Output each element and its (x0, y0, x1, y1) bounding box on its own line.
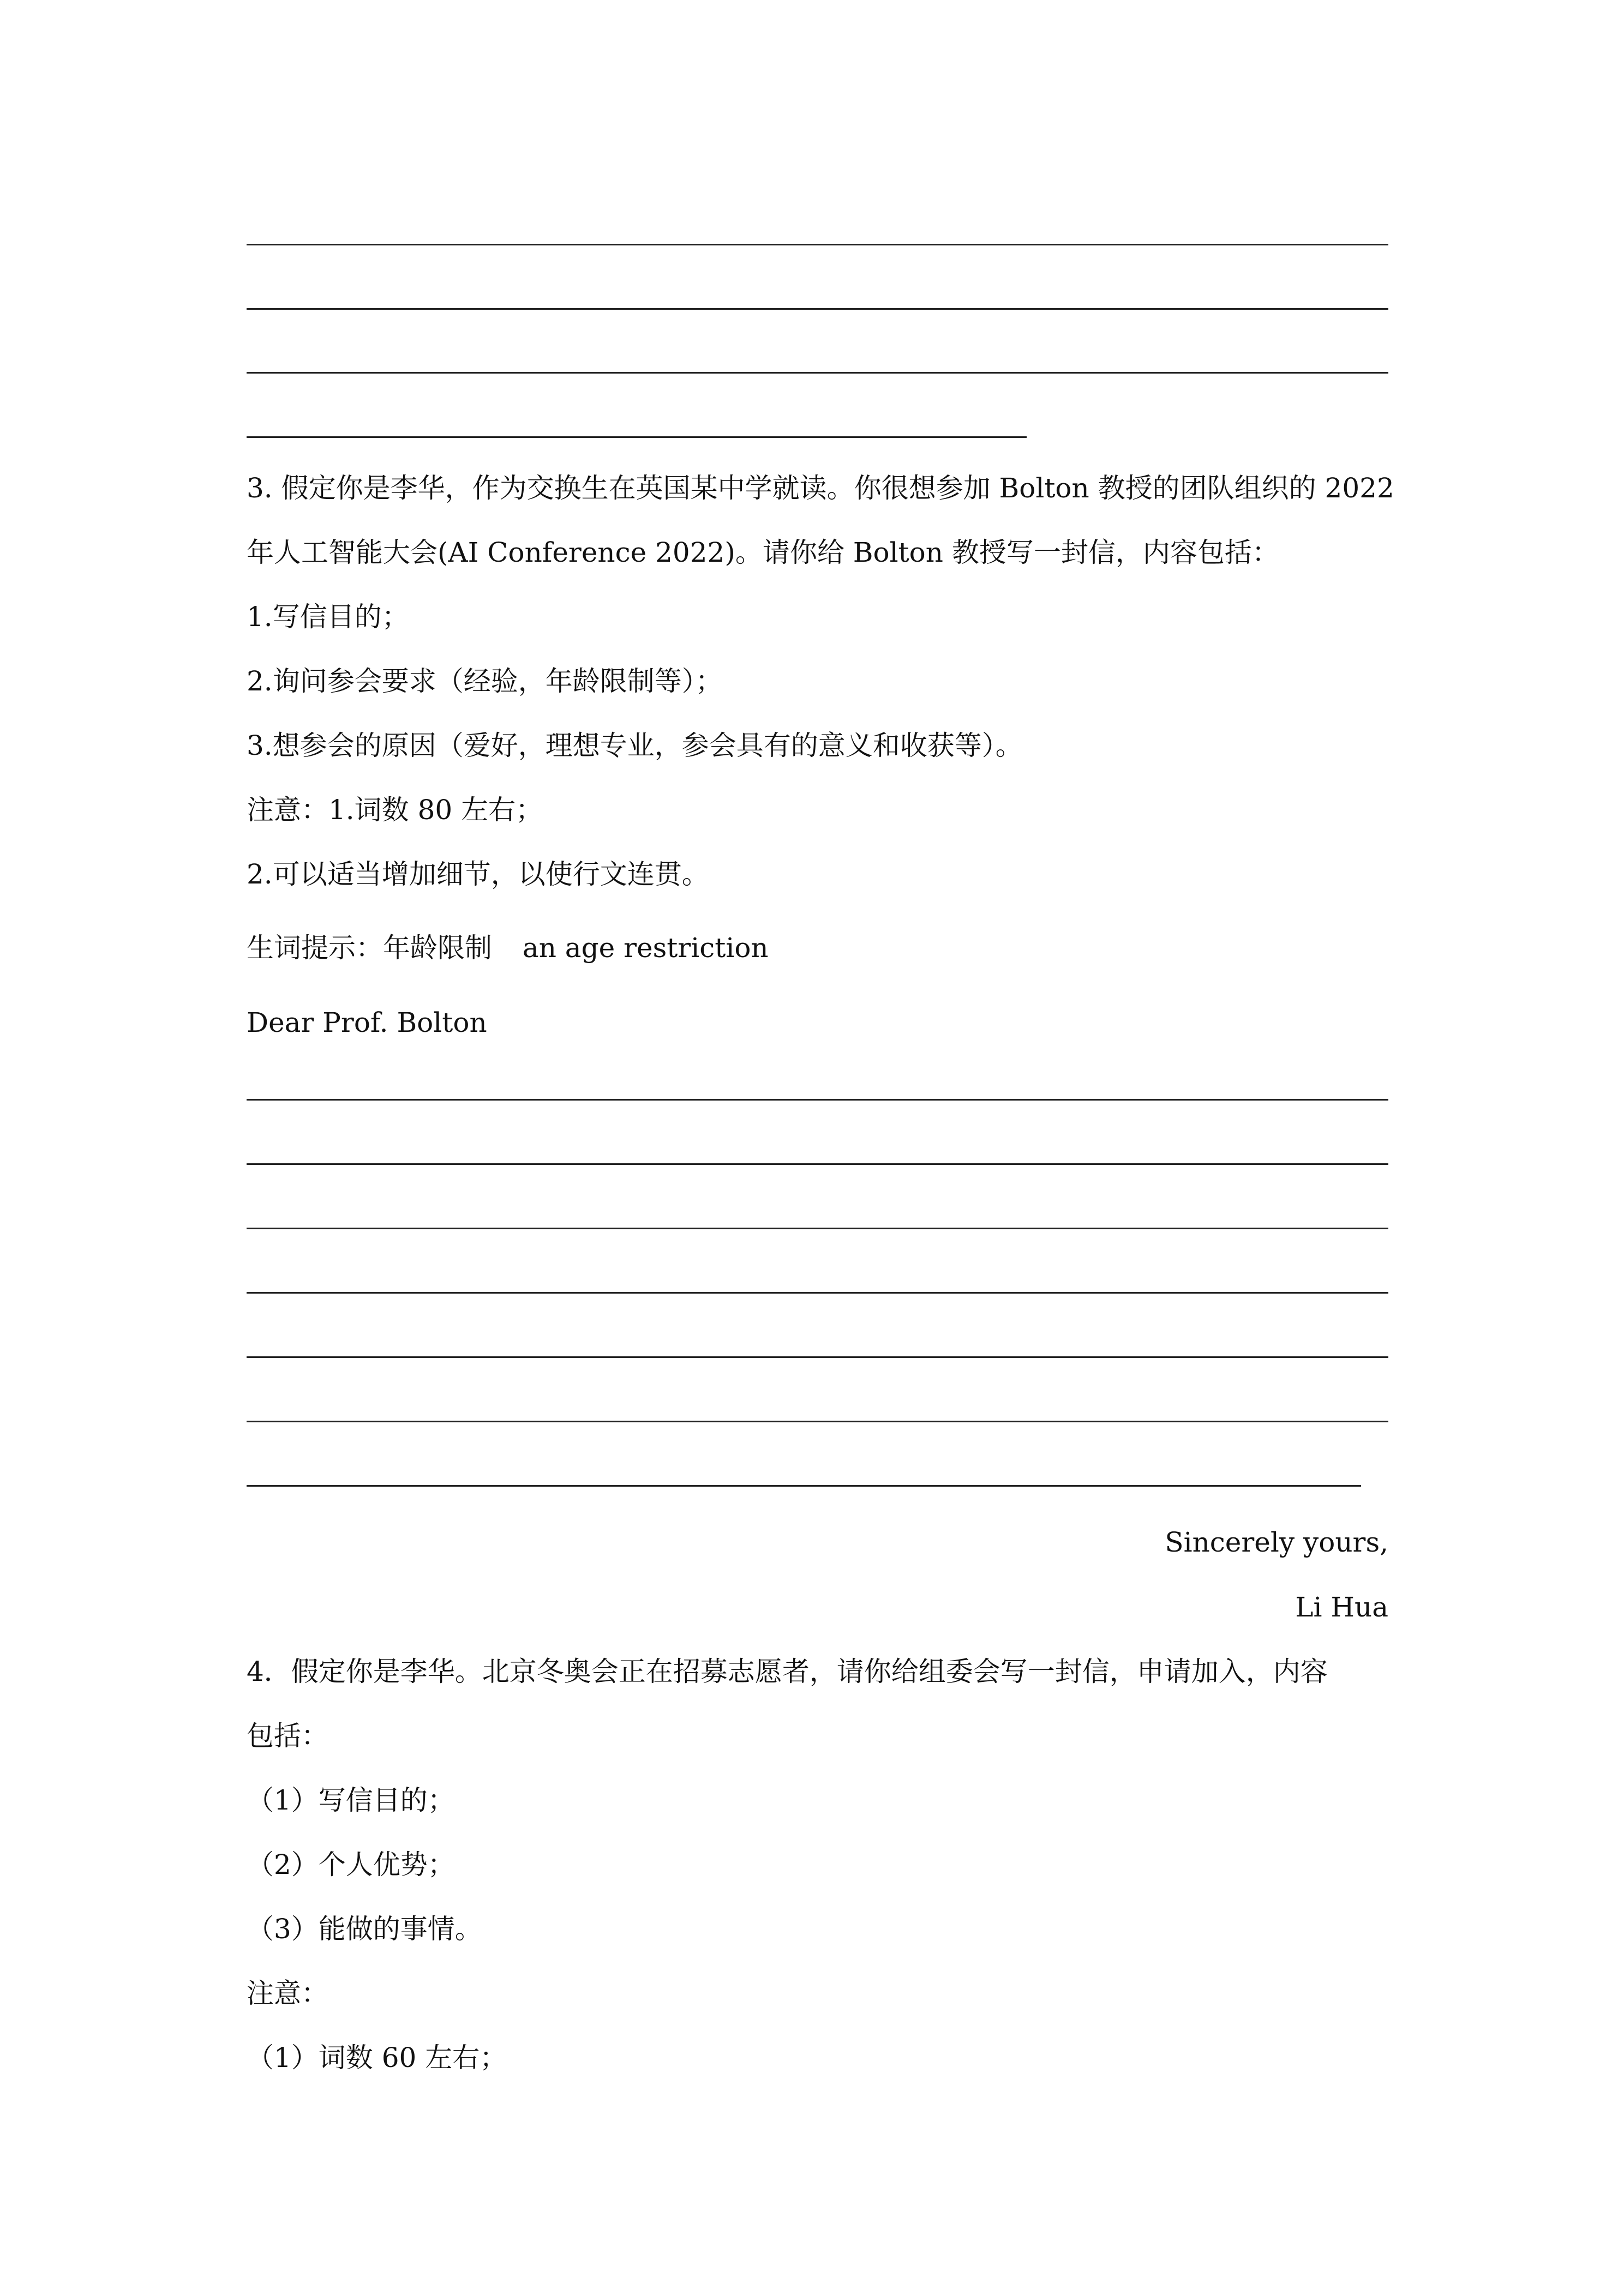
q4-prompt-line-1: 4．假定你是李华。北京冬奥会正在招募志愿者，请你给组委会写一封信，申请加入，内容 (247, 1656, 1328, 1687)
q3-item-3: 3.想参会的原因（爱好，理想专业，参会具有的意义和收获等）。 (247, 730, 1023, 761)
answer-line (247, 308, 1388, 310)
q3-vocab-hint (247, 929, 1388, 967)
q4-prompt-line-2: 包括： (247, 1720, 328, 1752)
answer-line (247, 244, 1388, 245)
q4-item-1: （1）写信目的； (247, 1784, 455, 1816)
q3-prompt-line-1: 3. 假定你是李华，作为交换生在英国某中学就读。你很想参加 Bolton 教授的团队组织的 2022 (247, 472, 1394, 504)
answer-line (247, 1485, 1361, 1487)
answer-line (247, 436, 1027, 438)
vocab-chinese: 生词提示：年龄限制 (247, 932, 492, 964)
answer-line (247, 1099, 1388, 1101)
vocab-english: an age restriction (522, 932, 769, 964)
letter-signature: Li Hua (1295, 1591, 1388, 1623)
answer-line (247, 1228, 1388, 1229)
letter-closing: Sincerely yours, (1165, 1526, 1388, 1558)
answer-line (247, 1356, 1388, 1358)
answer-line (247, 372, 1388, 374)
answer-line (247, 1421, 1388, 1422)
q4-item-3: （3）能做的事情。 (247, 1913, 482, 1945)
q4-note-1: （1）词数 60 左右； (247, 2042, 507, 2073)
answer-line (247, 1292, 1388, 1294)
q3-note-2: 2.可以适当增加细节，以使行文连贯。 (247, 858, 709, 890)
q3-item-1: 1.写信目的； (247, 601, 409, 633)
q4-item-2: （2）个人优势； (247, 1849, 455, 1880)
answer-line (247, 1163, 1388, 1165)
q3-prompt-line-2: 年人工智能大会(AI Conference 2022)。请你给 Bolton 教授写一封信，内容包括： (247, 537, 1279, 568)
q3-item-2: 2.询问参会要求（经验，年龄限制等）； (247, 665, 723, 697)
q3-note-1: 注意：1.词数 80 左右； (247, 794, 543, 826)
q4-note-label: 注意： (247, 1978, 328, 2009)
letter-salutation: Dear Prof. Bolton (247, 1007, 487, 1038)
